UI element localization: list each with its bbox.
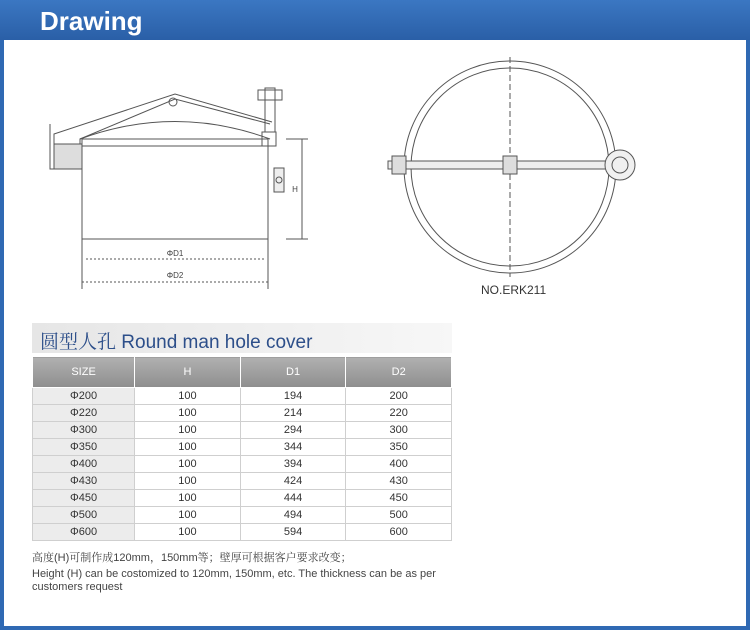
cell-d2: 200 <box>346 388 452 405</box>
cell-d1: 194 <box>240 388 346 405</box>
cell-size: Φ500 <box>33 507 135 524</box>
page-title: Drawing <box>40 6 143 36</box>
cell-size: Φ350 <box>33 439 135 456</box>
cell-d1: 494 <box>240 507 346 524</box>
cell-h: 100 <box>135 422 241 439</box>
cell-h: 100 <box>135 507 241 524</box>
cell-d2: 500 <box>346 507 452 524</box>
cell-size: Φ450 <box>33 490 135 507</box>
cell-d2: 430 <box>346 473 452 490</box>
cell-d1: 344 <box>240 439 346 456</box>
table-title: 圆型人孔 Round man hole cover <box>40 332 313 353</box>
table-row <box>33 388 452 405</box>
side-section-drawing <box>40 84 330 280</box>
cell-size: Φ400 <box>33 456 135 473</box>
cell-size: Φ300 <box>33 422 135 439</box>
cell-h: 100 <box>135 388 241 405</box>
cell-d1: 294 <box>240 422 346 439</box>
table-header-row <box>33 357 452 388</box>
dim-h-label: H <box>292 185 298 194</box>
content-panel <box>4 40 746 626</box>
note-chinese: 高度(H)可制作成120mm，150mm等；壁厚可根据客户要求改变； <box>32 552 352 564</box>
table-row <box>33 473 452 490</box>
cell-d1: 394 <box>240 456 346 473</box>
cell-d2: 220 <box>346 405 452 422</box>
dim-d2-label: ΦD2 <box>166 271 184 280</box>
model-number-label: NO.ERK211 <box>481 283 547 297</box>
cell-size: Φ220 <box>33 405 135 422</box>
cell-size: Φ200 <box>33 388 135 405</box>
note-english: Height (H) can be costomized to 120mm, 150mm, etc. The thickness can be as per customers request <box>32 568 436 593</box>
cell-d2: 600 <box>346 524 452 541</box>
table-title-band <box>32 323 452 353</box>
column-header-d1: D1 <box>240 357 346 388</box>
table-row <box>33 405 452 422</box>
column-header-h: H <box>135 357 241 388</box>
cell-h: 100 <box>135 490 241 507</box>
spec-table <box>32 356 452 541</box>
table-row <box>33 490 452 507</box>
cell-d2: 400 <box>346 456 452 473</box>
cell-d1: 594 <box>240 524 346 541</box>
cell-d2: 300 <box>346 422 452 439</box>
column-header-d2: D2 <box>346 357 452 388</box>
top-view-drawing <box>382 40 652 280</box>
cell-h: 100 <box>135 439 241 456</box>
table-row <box>33 524 452 541</box>
cell-size: Φ600 <box>33 524 135 541</box>
table-row <box>33 507 452 524</box>
cell-h: 100 <box>135 456 241 473</box>
dim-d1-label: ΦD1 <box>166 249 184 258</box>
cell-d2: 350 <box>346 439 452 456</box>
cell-d1: 444 <box>240 490 346 507</box>
table-row <box>33 439 452 456</box>
column-header-size: SIZE <box>33 357 135 388</box>
table-row <box>33 422 452 439</box>
cell-d2: 450 <box>346 490 452 507</box>
cell-d1: 214 <box>240 405 346 422</box>
cell-d1: 424 <box>240 473 346 490</box>
cell-h: 100 <box>135 473 241 490</box>
cell-h: 100 <box>135 405 241 422</box>
table-row <box>33 456 452 473</box>
cell-h: 100 <box>135 524 241 541</box>
cell-size: Φ430 <box>33 473 135 490</box>
